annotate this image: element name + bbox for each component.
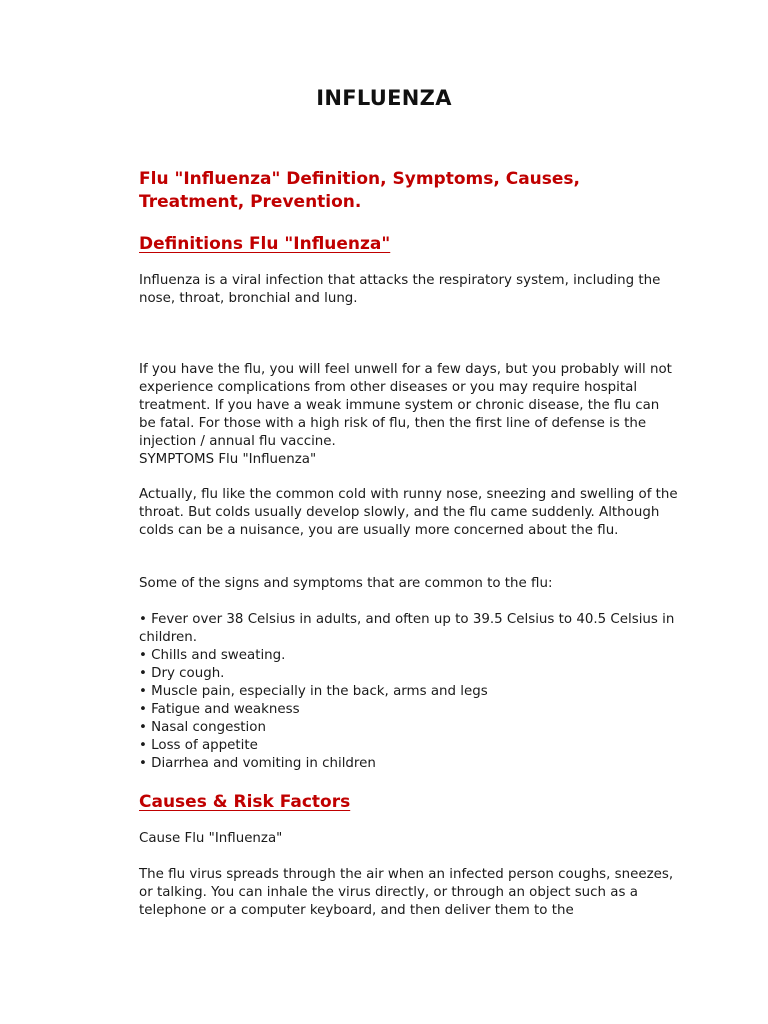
list-item: • Diarrhea and vomiting in children <box>139 756 376 771</box>
document-title: INFLUENZA <box>316 86 452 110</box>
flu-severity-paragraph: If you have the flu, you will feel unwell for a few days, but you probably will not experience complications from other diseases or you may require hospital treatment. If you have a weak immune system or chronic disease, the flu can be fatal. For those with a high risk of flu, then the first line of defense is the injection / annual flu vaccine. <box>139 362 672 449</box>
list-item: • Fatigue and weakness <box>139 702 300 717</box>
causes-heading: Causes & Risk Factors <box>139 792 351 812</box>
list-item: • Loss of appetite <box>139 738 258 753</box>
definition-paragraph: Influenza is a viral infection that attacks the respiratory system, including the nose, throat, bronchial and lung. <box>139 273 661 306</box>
cold-vs-flu-paragraph: Actually, flu like the common cold with runny nose, sneezing and swelling of the throat. But colds usually develop slowly, and the flu came suddenly. Although colds can be a nuisance, you are usually more concerned about the flu. <box>139 487 678 538</box>
list-item: • Dry cough. <box>139 666 225 681</box>
document-subtitle: Flu "Influenza" Definition, Symptoms, Causes, Treatment, Prevention. <box>139 169 581 212</box>
list-item: • Chills and sweating. <box>139 648 286 663</box>
definitions-heading: Definitions Flu "Influenza" <box>139 234 391 254</box>
list-item: • Fever over 38 Celsius in adults, and often up to 39.5 Celsius to 40.5 Celsius in children. <box>139 612 675 645</box>
symptoms-list <box>139 611 679 773</box>
list-item: • Muscle pain, especially in the back, arms and legs <box>139 684 488 699</box>
cause-label: Cause Flu "Influenza" <box>139 831 283 846</box>
symptoms-label: SYMPTOMS Flu "Influenza" <box>139 452 317 467</box>
list-item: • Nasal congestion <box>139 720 266 735</box>
virus-spread-paragraph: The flu virus spreads through the air when an infected person coughs, sneezes, or talking. You can inhale the virus directly, or through an object such as a telephone or a computer keyboard, and then deliver them to the <box>139 867 674 918</box>
signs-intro: Some of the signs and symptoms that are common to the flu: <box>139 576 553 591</box>
